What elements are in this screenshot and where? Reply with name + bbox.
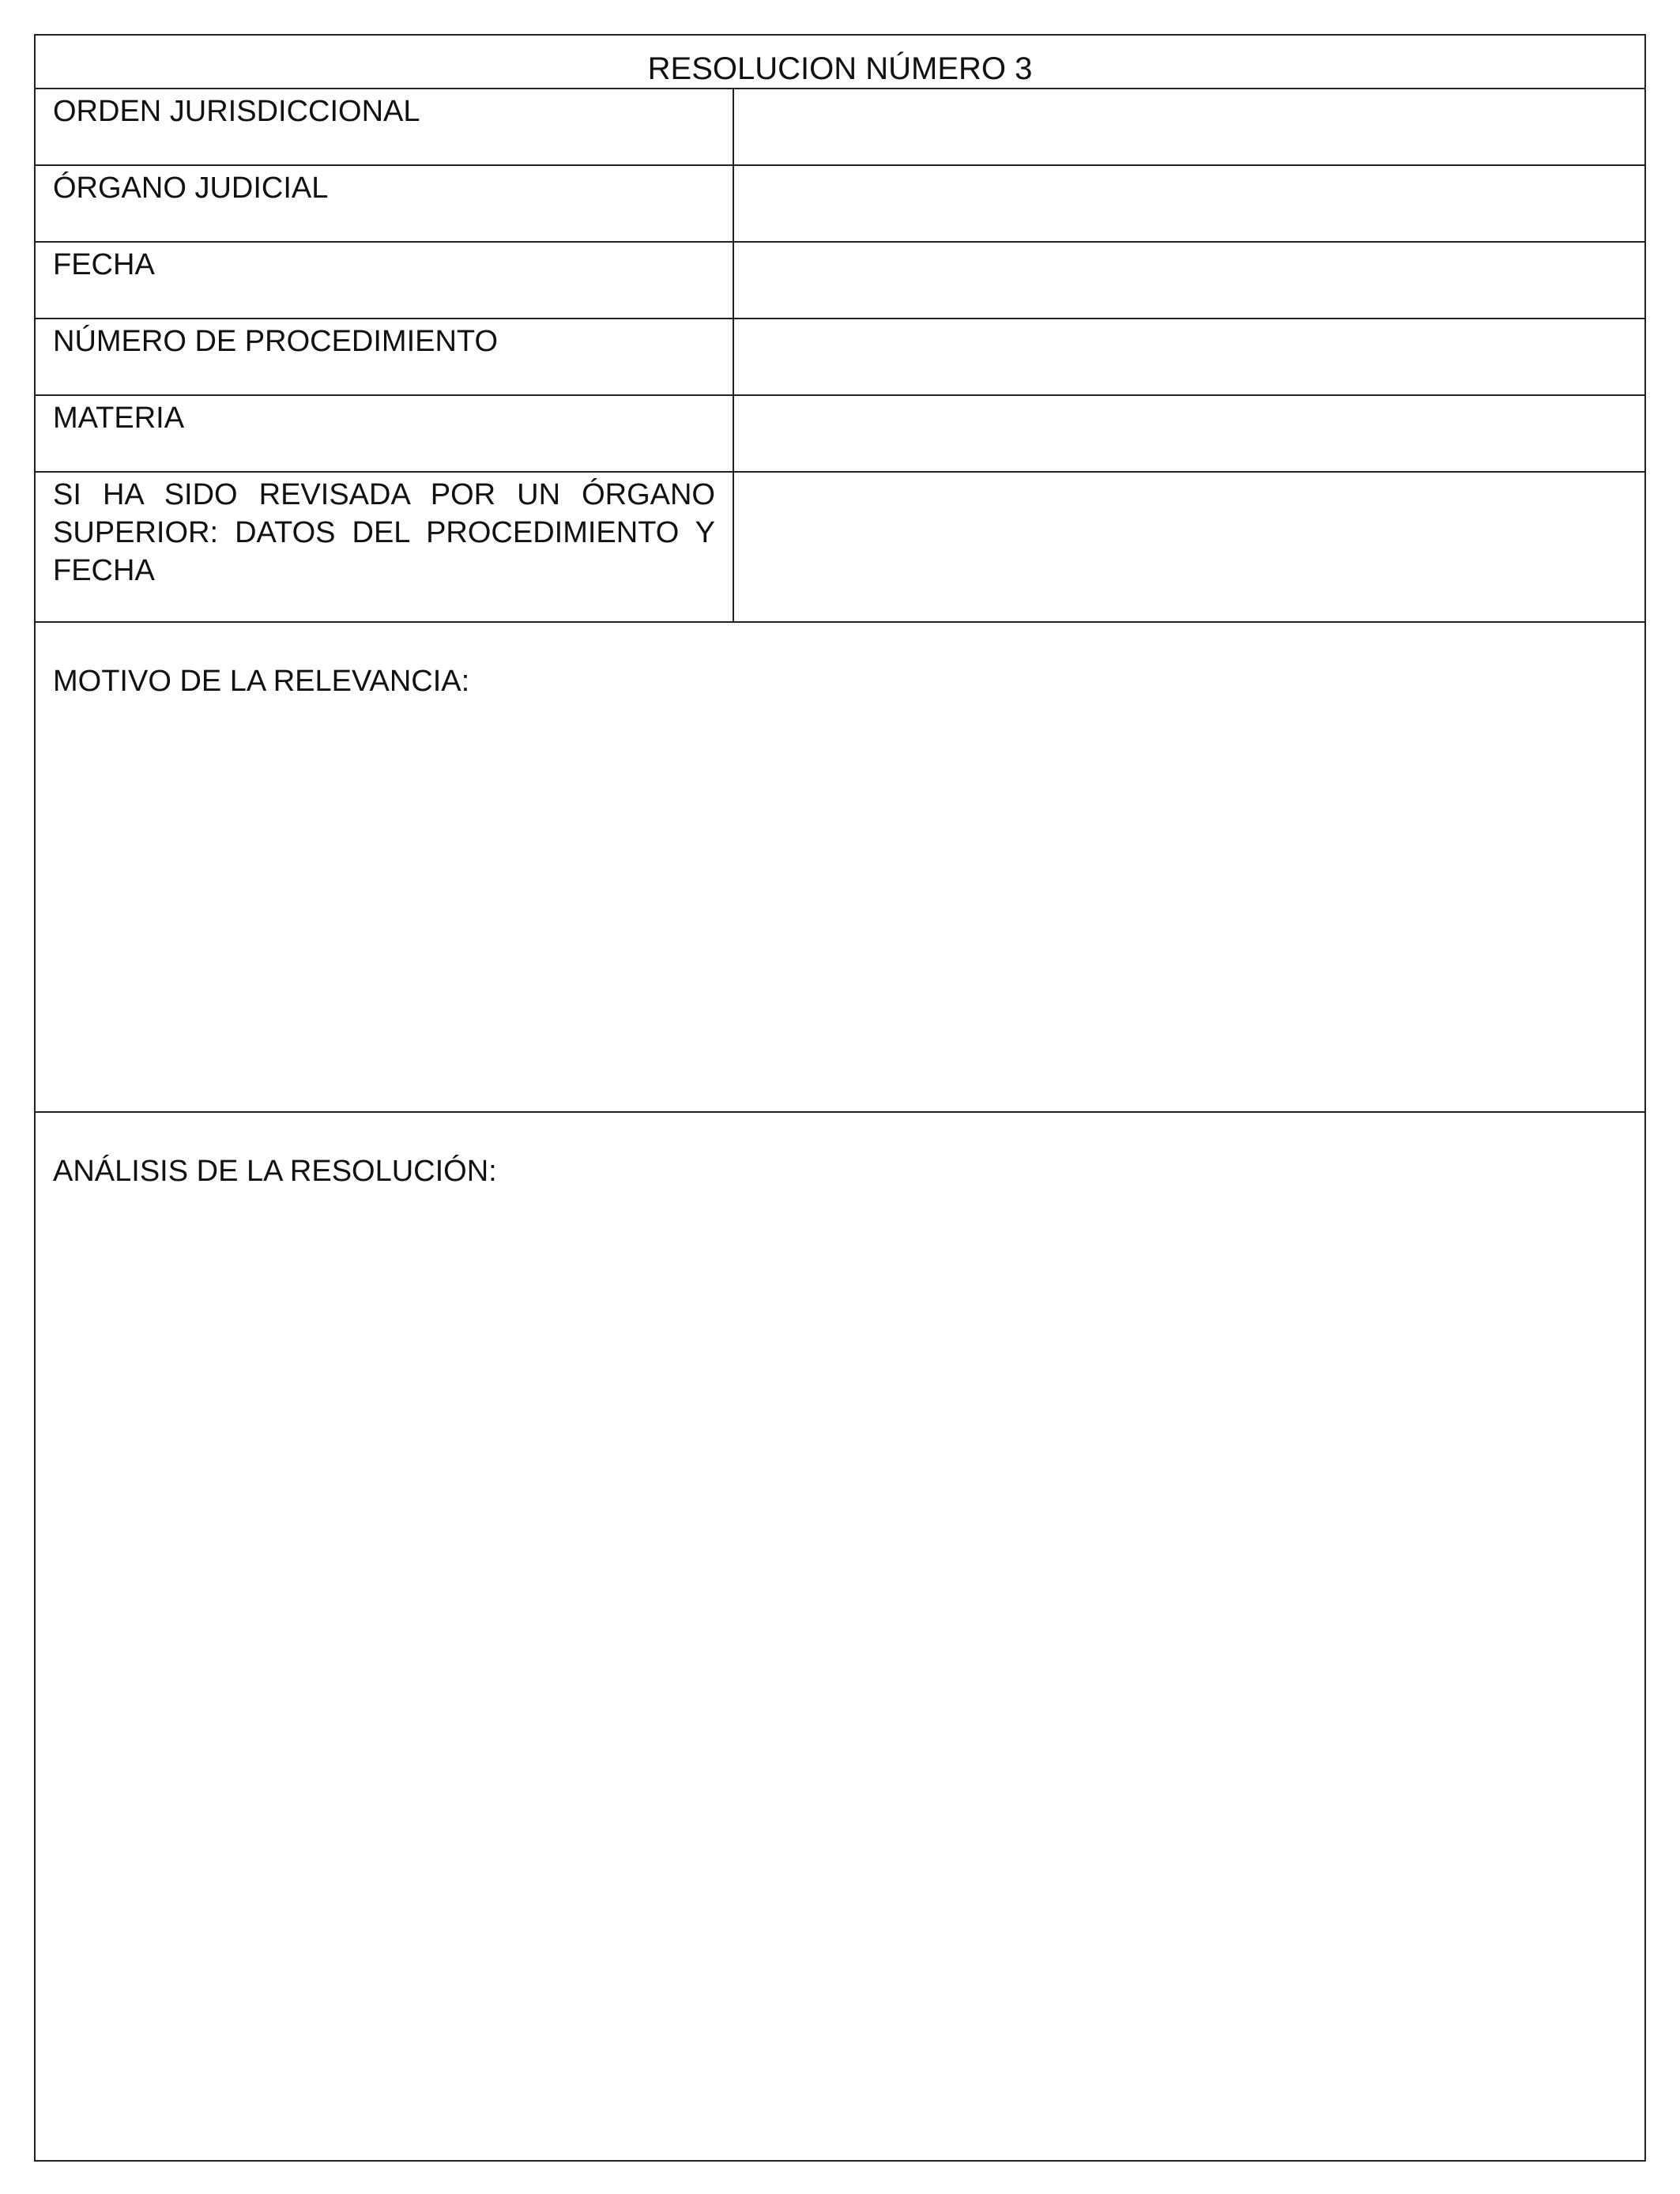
field-label-materia: MATERIA: [36, 396, 734, 471]
field-row-numero-procedimiento: [36, 319, 1644, 396]
field-value-organo-judicial[interactable]: [734, 166, 1644, 241]
field-value-orden-jurisdiccional[interactable]: [734, 89, 1644, 164]
analysis-section[interactable]: [36, 1113, 1644, 2160]
field-row-fecha: [36, 243, 1644, 319]
relevance-section[interactable]: [36, 623, 1644, 1113]
field-label-organo-judicial: ÓRGANO JUDICIAL: [36, 166, 734, 241]
relevance-label: MOTIVO DE LA RELEVANCIA:: [53, 665, 470, 698]
field-row-revision-superior: [36, 473, 1644, 623]
field-row-organo-judicial: [36, 166, 1644, 243]
field-label-orden-jurisdiccional: ORDEN JURISDICCIONAL: [36, 89, 734, 164]
field-label-numero-procedimiento: NÚMERO DE PROCEDIMIENTO: [36, 319, 734, 394]
field-row-materia: [36, 396, 1644, 473]
field-label-fecha: FECHA: [36, 243, 734, 318]
field-value-revision-superior[interactable]: [734, 473, 1644, 621]
field-value-materia[interactable]: [734, 396, 1644, 471]
field-value-numero-procedimiento[interactable]: [734, 319, 1644, 394]
field-value-fecha[interactable]: [734, 243, 1644, 318]
form-title: RESOLUCION NÚMERO 3: [36, 36, 1644, 89]
resolution-form: [34, 34, 1646, 2162]
field-row-orden-jurisdiccional: [36, 89, 1644, 166]
analysis-label: ANÁLISIS DE LA RESOLUCIÓN:: [53, 1155, 497, 1188]
field-label-revision-superior: SI HA SIDO REVISADA POR UN ÓRGANO SUPERIOR: DATOS DEL PROCEDIMIENTO Y FECHA: [36, 473, 734, 621]
